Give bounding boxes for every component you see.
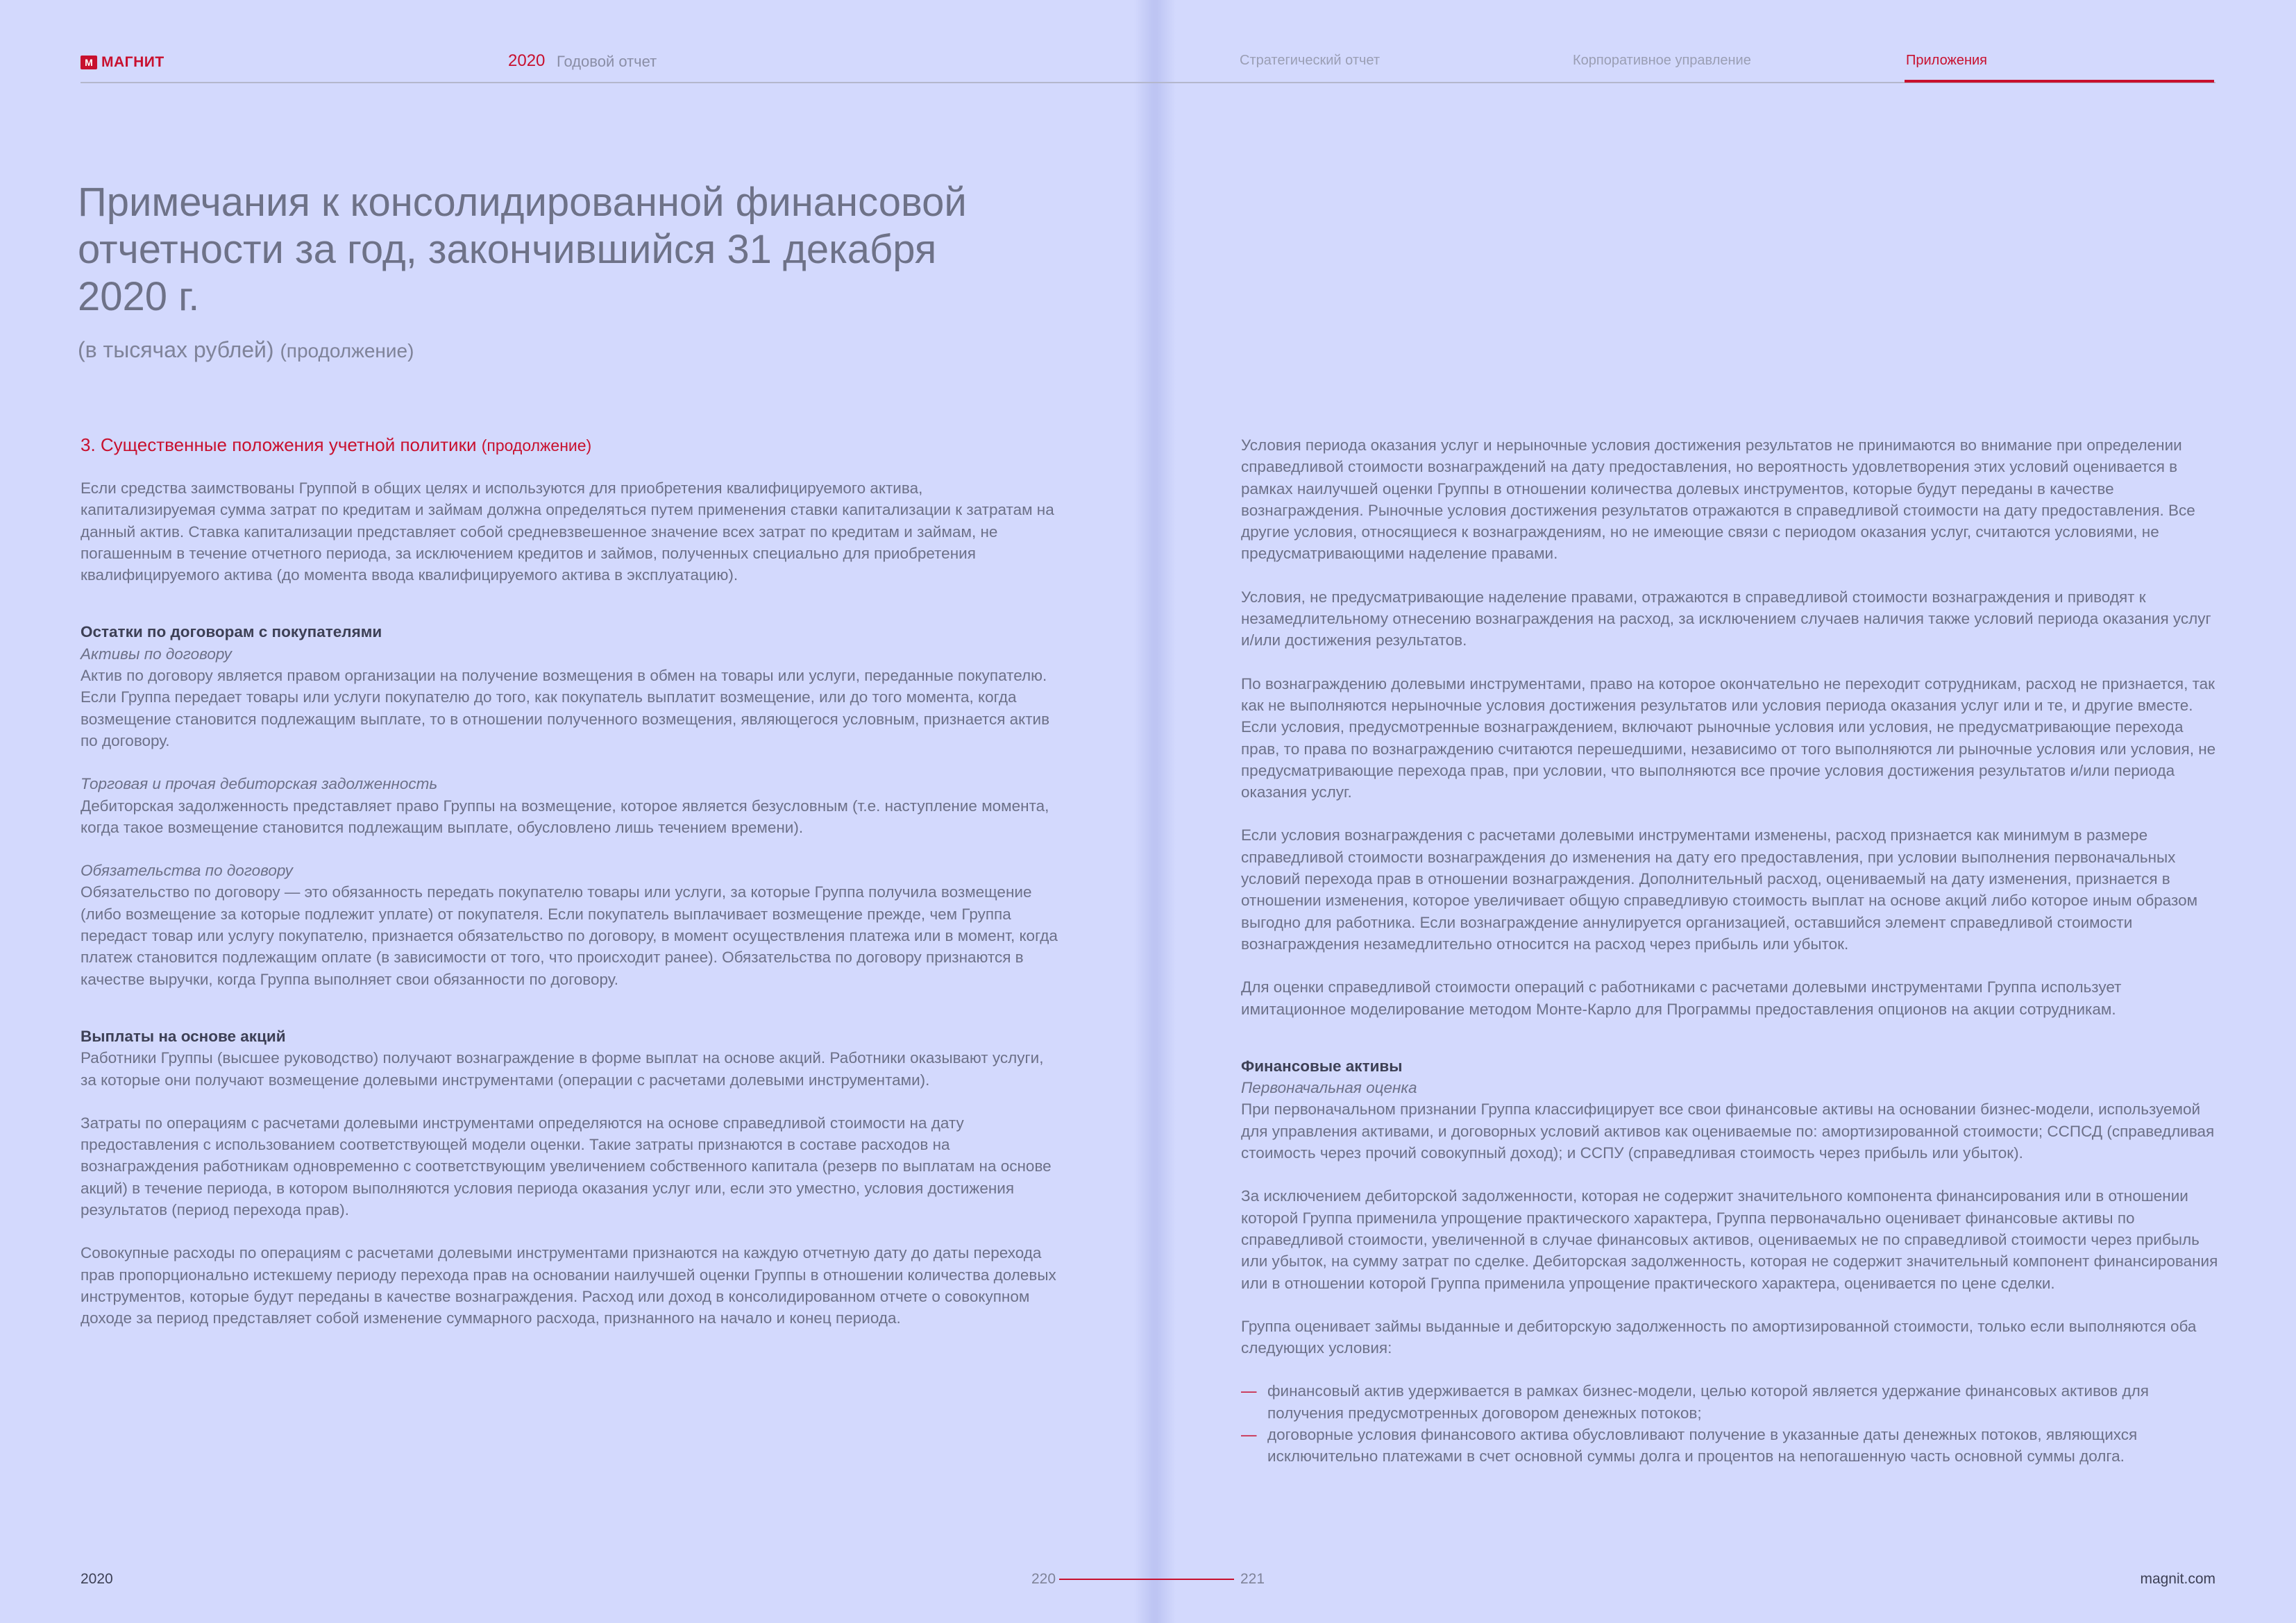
initial-measurement-subheading: Первоначальная оценка <box>1241 1079 1417 1097</box>
forfeited-awards-paragraph: По вознаграждению долевыми инструментами, право на которое окончательно не переходит сотрудникам, расход не признается, так как не выполняются нерыночные условия достижения результатов или условия периода оказания услуг или и те, и другие вместе. Если условия, предусмотренные вознаграждением, включают рыночные условия или условия, не предусматривающие перехода прав, то права по вознаграждению считаются перешедшими, независимо от того выполняются ли рыночные условия или условия, не предусматривающие перехода прав, при условии, что выполняются все прочие условия достижения результатов и/или периода оказания услуг. <box>1241 674 2216 801</box>
continued-label: (продолжение) <box>280 340 414 362</box>
vesting-conditions-paragraph: Условия периода оказания услуг и нерыночные условия достижения результатов не принимаются во внимание при определении справедливой стоимости вознаграждений на дату предоставления, но вероятность удовлетворения этих условий оценивается в рамках наилучшей оценки Группы в отношении количества долевых инструментов, которые будут переданы в качестве вознаграждения. Рыночные условия достижения результатов отражаются в справедливой стоимости на дату предоставления. Все другие условия, относящиеся к вознаграждениям, но не имеющие связи с периодом оказания услуг, считаются условиями, не предусматривающими наделение правами. <box>1241 436 2195 563</box>
receivables-text: Дебиторская задолженность представляет право Группы на возмещение, которое является безусловным (т.е. наступление момента, когда такое возмещение становится подлежащим выплате, обусловлено лишь течением времени). <box>81 797 1049 836</box>
financial-assets-heading: Финансовые активы <box>1241 1057 1403 1075</box>
page-subtitle <box>78 337 414 363</box>
page-number-divider <box>1059 1579 1234 1580</box>
list-item <box>1241 1380 2220 1424</box>
monte-carlo-paragraph: Для оценки справедливой стоимости операций с работниками с расчетами долевыми инструментами Группа использует имитационное моделирование методом Монте-Карло для Программы предоставления опционов на акции сотрудникам. <box>1241 978 2122 1018</box>
share-based-paragraph-3: Совокупные расходы по операциям с расчетами долевыми инструментами признаются на каждую отчетную дату до даты перехода прав пропорционально истекшему периоду перехода прав на основании наилучшей оценки Группы в отношении количества долевых инструментов, которые будут переданы в качестве вознаграждения. Расход или доход в консолидированном отчете о совокупном доходе за период представляет собой изменение суммарного расхода, признанного на начало и конец периода. <box>81 1244 1056 1327</box>
list-item <box>1241 1424 2220 1468</box>
nav-appendices[interactable]: Приложения <box>1906 53 1988 68</box>
page-number-left: 220 <box>1031 1571 1056 1587</box>
capitalization-paragraph: Если средства заимствованы Группой в общих целях и используются для приобретения квалифицируемого актива, капитализируемая сумма затрат по кредитам и займам должна определяться путем применения ставки капитализации к затратам на данный актив. Ставка капитализации представляет собой средневзвешенное значение всех затрат по кредитам и займам, не погашенным в течение отчетного периода, за исключением кредитов и займов, полученных специально для приобретения квалифицируемого актива (до момента ввода квалифицируемого актива в эксплуатацию). <box>81 479 1054 584</box>
magnit-logo[interactable] <box>81 54 164 71</box>
footer-site-link[interactable]: magnit.com <box>2140 1571 2215 1587</box>
right-column <box>1241 434 2220 1468</box>
dash-bullet-icon: — <box>1241 1382 1257 1400</box>
section-title: 3. Существенные положения учетной политики <box>81 434 477 455</box>
contract-assets-subheading: Активы по договору <box>81 645 232 663</box>
classification-paragraph: При первоначальном признании Группа классифицирует все свои финансовые активы на основании бизнес-модели, используемой для управления активами, и договорных условий активов как оцениваемые по: амортизированной стоимости; ССПСД (справедливая стоимость через прочий совокупный доход); и ССПУ (справедливая стоимость через прибыль или убыток). <box>1241 1101 2215 1162</box>
footer-year: 2020 <box>81 1571 113 1587</box>
logo-text: МАГНИТ <box>101 54 164 70</box>
nav-strategic-report[interactable]: Стратегический отчет <box>1240 53 1381 68</box>
list-item-text: финансовый актив удерживается в рамках бизнес-модели, целью которой является удержание финансовых активов для получения предусмотренных договором денежных потоков; <box>1267 1382 2149 1422</box>
header-report-title: Годовой отчет <box>557 53 657 70</box>
left-column <box>81 477 1059 1351</box>
amortised-cost-paragraph: Группа оценивает займы выданные и дебиторскую задолженность по амортизированной стоимости, только если выполняются оба следующих условия: <box>1241 1317 2197 1357</box>
contract-assets-text: Актив по договору является правом организации на получение возмещения в обмен на товары или услуги, переданные покупателю. Если Группа передает товары или услуги покупателю до того, как покупатель выплатит возмещение, или до того момента, когда возмещение становится подлежащим выплате, то в отношении полученного возмещения, являющегося условным, признается актив по договору. <box>81 667 1050 749</box>
page-title: Примечания к консолидированной финансовой отчетности за год, закончившийся 31 декабря 2020 г. <box>78 180 967 319</box>
contract-liabilities-text: Обязательство по договору — это обязанность передать покупателю товары или услуги, за которые Группа получила возмещение (либо возмещение за которые подлежит уплате) от покупателя. Если покупатель выплачивает возмещение прежде, чем Группа передаст товар или услугу покупателю, признается обязательство по договору, в момент осуществления платежа или в момент, когда платеж становится подлежащим оплате (в зависимости от того, что происходит ранее). Обязательства по договору признаются в качестве выручки, когда Группа выполняет свои обязанности по договору. <box>81 883 1058 988</box>
section-continued: (продолжение) <box>481 436 592 454</box>
page-gutter <box>1134 0 1176 1623</box>
conditions-list <box>1241 1380 2220 1467</box>
contract-balances-heading: Остатки по договорам с покупателями <box>81 623 382 641</box>
contract-liabilities-subheading: Обязательства по договору <box>81 862 293 880</box>
modified-awards-paragraph: Если условия вознаграждения с расчетами долевыми инструментами изменены, расход признается как минимум в размере справедливой стоимости вознаграждения до изменения на дату его предоставления, при условии выполнения первоначальных условий перехода прав в отношении вознаграждения. Дополнительный расход, оцениваемый на дату изменения, признается в отношении изменения, которое увеличивает общую справедливую стоимость выплат на основе акций либо которое иным образом выгодно для работника. Если вознаграждение аннулируется организацией, оставшийся элемент справедливой стоимости вознаграждения незамедлительно относится на расход через прибыль или убыток. <box>1241 826 2198 953</box>
initial-measurement-paragraph: За исключением дебиторской задолженности, которая не содержит значительного компонента финансирования или в отношении которой Группа применила упрощение практического характера, Группа первоначально оценивает финансовые активы по справедливой стоимости, увеличенной в случае финансовых активов, оцениваемых не по справедливой стоимости через прибыль или убыток, на сумму затрат по сделке. Дебиторская задолженность, которая не содержит значительный компонент финансирования или в отношении которой Группа применила упрощение практического характера, оценивается по цене сделки. <box>1241 1187 2218 1292</box>
nav-corporate-governance[interactable]: Корпоративное управление <box>1573 53 1751 68</box>
header-year: 2020 <box>508 51 546 70</box>
non-vesting-paragraph: Условия, не предусматривающие наделение правами, отражаются в справедливой стоимости вознаграждения и приводят к незамедлительному отнесению вознаграждения на расход, за исключением случаев наличия также условий периода оказания услуг и/или достижения результатов. <box>1241 588 2211 649</box>
list-item-text: договорные условия финансового актива обусловливают получение в указанные даты денежных потоков, являющихся исключительно платежами в счет основной суммы долга и процентов на непогашенную часть основной суммы долга. <box>1267 1425 2138 1465</box>
page-number-right: 221 <box>1240 1571 1265 1587</box>
receivables-subheading: Торговая и прочая дебиторская задолженность <box>81 775 438 793</box>
units-label: (в тысячах рублей) <box>78 337 274 362</box>
section-heading <box>81 434 591 456</box>
dash-bullet-icon: — <box>1241 1425 1257 1443</box>
share-based-paragraph-1: Работники Группы (высшее руководство) получают вознаграждение в форме выплат на основе акций. Работники оказывают услуги, за которые они получают возмещение долевыми инструментами (операции с расчетами долевыми инструментами). <box>81 1049 1044 1089</box>
magnit-logo-icon: M <box>81 56 97 69</box>
share-based-paragraph-2: Затраты по операциям с расчетами долевыми инструментами определяются на основе справедливой стоимости на дату предоставления с использованием соответствующей модели оценки. Такие затраты признаются в составе расходов на вознаграждения работникам одновременно с соответствующим увеличением собственного капитала (резерв по выплатам на основе акций) в течение периода, в котором выполняются условия периода оказания услуг или, если это уместно, условия достижения результатов (период перехода прав). <box>81 1114 1052 1219</box>
share-based-payments-heading: Выплаты на основе акций <box>81 1027 286 1045</box>
header-divider <box>81 82 2215 83</box>
active-nav-underline <box>1905 80 2214 83</box>
